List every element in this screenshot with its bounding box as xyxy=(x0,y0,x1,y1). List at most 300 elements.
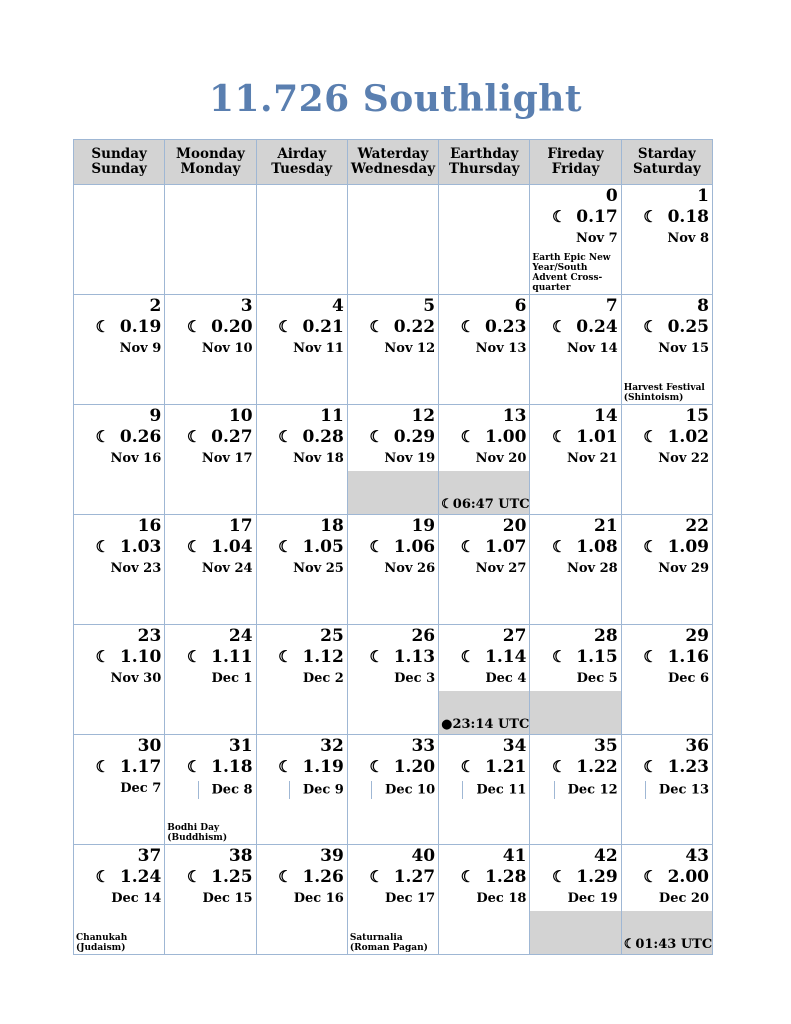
crescent-moon-icon: ☾ xyxy=(186,867,202,886)
holiday-label: Bodhi Day (Buddhism) xyxy=(167,823,228,843)
moon-age-value: 1.07 xyxy=(485,537,527,557)
gregorian-date-label: Nov 22 xyxy=(658,451,709,466)
moon-phase-time-value: 01:43 UTC xyxy=(635,937,713,952)
moon-age xyxy=(187,317,253,337)
gregorian-date-label: Dec 16 xyxy=(293,891,344,906)
crescent-moon-icon: ☾ xyxy=(643,207,658,226)
moon-phase-time xyxy=(624,937,713,952)
gregorian-date xyxy=(293,451,344,467)
day-cell xyxy=(165,845,256,955)
empty-day-cell xyxy=(439,185,530,295)
crescent-moon-icon: ☾ xyxy=(643,537,658,556)
moon-age xyxy=(369,867,435,887)
gregorian-date xyxy=(111,561,162,577)
moon-age xyxy=(552,867,618,887)
moon-age-value: 1.19 xyxy=(302,757,344,777)
moon-age-value: 0.19 xyxy=(119,317,162,337)
moon-age xyxy=(552,317,618,337)
empty-day-cell xyxy=(256,185,347,295)
day-cell xyxy=(74,625,165,735)
gregorian-date-label: Dec 14 xyxy=(111,891,162,906)
holiday-label: Chanukah (Judaism) xyxy=(76,933,128,953)
gregorian-date-label: Nov 21 xyxy=(566,451,618,466)
moon-age-value: 1.13 xyxy=(393,647,436,667)
gregorian-date-label: Nov 19 xyxy=(384,451,436,466)
day-cell xyxy=(347,625,438,735)
moon-age-value: 1.24 xyxy=(119,867,162,887)
crescent-moon-icon: ☾ xyxy=(278,537,293,556)
day-cell xyxy=(256,845,347,955)
divider xyxy=(198,781,199,799)
weekday-header: Airday Tuesday xyxy=(256,140,347,185)
day-number: 39 xyxy=(320,846,344,866)
crescent-moon-icon: ☾ xyxy=(95,317,110,336)
gregorian-date xyxy=(658,451,709,467)
moon-age-value: 0.29 xyxy=(393,427,436,447)
day-number: 5 xyxy=(423,296,436,316)
moon-age xyxy=(369,647,435,667)
gregorian-date xyxy=(289,781,344,799)
moon-age xyxy=(96,757,162,777)
crescent-moon-icon: ☾ xyxy=(551,867,567,886)
divider xyxy=(289,781,290,799)
gregorian-date xyxy=(202,341,253,357)
gregorian-date-label: Dec 3 xyxy=(394,671,436,686)
gregorian-date xyxy=(658,341,709,357)
week-row xyxy=(74,405,713,515)
gregorian-date-label: Dec 2 xyxy=(302,671,344,686)
gregorian-date xyxy=(293,341,344,357)
gregorian-date xyxy=(202,561,253,577)
week-row xyxy=(74,845,713,955)
crescent-moon-icon: ☾ xyxy=(278,647,293,666)
moon-age xyxy=(278,427,344,447)
gregorian-date-label: Dec 13 xyxy=(658,782,709,798)
week-row xyxy=(74,515,713,625)
day-cell xyxy=(621,515,712,625)
day-number: 26 xyxy=(411,626,436,646)
crescent-moon-icon: ☾ xyxy=(643,427,658,446)
gregorian-date-label: Dec 8 xyxy=(211,782,253,798)
divider xyxy=(645,781,646,799)
crescent-moon-icon: ☾ xyxy=(278,757,293,776)
gregorian-date xyxy=(111,891,161,907)
gregorian-date-label: Dec 15 xyxy=(202,891,253,906)
moon-age-value: 1.18 xyxy=(211,757,253,777)
gregorian-date xyxy=(212,671,253,687)
weekday-header: Moonday Monday xyxy=(165,140,256,185)
moon-age xyxy=(461,537,527,557)
moon-age-value: 1.10 xyxy=(119,647,162,667)
day-number: 10 xyxy=(228,406,253,426)
day-cell xyxy=(439,295,530,405)
moon-age-value: 1.11 xyxy=(211,647,253,667)
day-cell xyxy=(347,405,438,515)
crescent-moon-icon: ☾ xyxy=(551,427,567,446)
gregorian-date-label: Dec 9 xyxy=(302,782,344,798)
day-cell xyxy=(530,625,621,735)
crescent-moon-icon: ☾ xyxy=(551,757,567,776)
gregorian-date-label: Dec 4 xyxy=(485,671,527,686)
crescent-moon-icon: ☾ xyxy=(369,317,384,336)
gregorian-date-label: Nov 27 xyxy=(475,561,527,576)
day-number: 11 xyxy=(320,406,344,426)
gregorian-date xyxy=(476,341,527,357)
crescent-moon-icon: ☾ xyxy=(460,757,475,776)
moon-age xyxy=(552,427,618,447)
moon-age xyxy=(643,757,709,777)
gregorian-date xyxy=(293,561,344,577)
gregorian-date-label: Dec 10 xyxy=(385,782,436,798)
day-cell xyxy=(439,405,530,515)
crescent-moon-icon: ☾ xyxy=(460,427,475,446)
gregorian-date xyxy=(658,561,709,577)
moon-age-value: 0.20 xyxy=(211,317,253,337)
day-cell xyxy=(74,295,165,405)
gregorian-date xyxy=(198,781,253,799)
day-number: 43 xyxy=(685,846,709,866)
day-cell xyxy=(256,625,347,735)
moon-age xyxy=(461,427,527,447)
day-cell xyxy=(439,845,530,955)
moon-age-value: 0.21 xyxy=(302,317,344,337)
day-cell xyxy=(530,405,621,515)
weekday-header: Fireday Friday xyxy=(530,140,621,185)
gregorian-date-label: Dec 7 xyxy=(120,781,162,796)
day-cell xyxy=(256,405,347,515)
day-number: 37 xyxy=(137,846,162,866)
moon-age-value: 1.16 xyxy=(667,647,709,667)
day-cell xyxy=(621,845,712,955)
day-number: 20 xyxy=(502,516,527,536)
day-number: 6 xyxy=(514,296,527,316)
moon-age-value: 0.18 xyxy=(667,207,709,227)
moon-age xyxy=(643,647,709,667)
day-cell xyxy=(165,515,256,625)
crescent-moon-icon: ☾ xyxy=(278,317,293,336)
day-cell xyxy=(74,405,165,515)
crescent-moon-icon: ☾ xyxy=(551,317,567,336)
gregorian-date xyxy=(567,561,618,577)
day-cell xyxy=(530,735,621,845)
gregorian-date xyxy=(371,781,435,799)
crescent-moon-icon: ☾ xyxy=(186,317,202,336)
day-cell xyxy=(347,735,438,845)
moon-age xyxy=(278,317,344,337)
day-number: 29 xyxy=(685,626,709,646)
gregorian-date-label: Nov 26 xyxy=(384,561,436,576)
gregorian-date xyxy=(668,671,709,687)
moon-age xyxy=(552,757,618,777)
holiday-label: Earth Epic New Year/South Advent Cross-quarter xyxy=(532,253,611,293)
divider xyxy=(371,781,372,799)
crescent-moon-icon: ☾ xyxy=(278,867,293,886)
moon-phase-time xyxy=(441,717,529,732)
gregorian-date xyxy=(202,891,252,907)
crescent-moon-icon: ☾ xyxy=(551,647,567,666)
moon-age xyxy=(187,867,253,887)
moon-age-value: 1.22 xyxy=(576,757,618,777)
moon-age-value: 1.09 xyxy=(667,537,709,557)
day-number: 9 xyxy=(149,406,162,426)
day-number: 32 xyxy=(320,736,344,756)
moon-age-value: 1.29 xyxy=(576,867,618,887)
gregorian-date-label: Dec 6 xyxy=(667,671,709,686)
day-cell xyxy=(439,625,530,735)
day-number: 41 xyxy=(502,846,527,866)
gregorian-date-label: Nov 14 xyxy=(566,341,618,356)
day-number: 36 xyxy=(685,736,709,756)
day-number: 12 xyxy=(411,406,436,426)
gregorian-date-label: Nov 9 xyxy=(119,341,162,356)
gregorian-date xyxy=(384,341,435,357)
day-number: 17 xyxy=(228,516,253,536)
gregorian-date xyxy=(120,341,162,357)
moon-age xyxy=(96,537,162,557)
crescent-moon-icon: ☾ xyxy=(643,757,658,776)
gregorian-date xyxy=(554,781,618,799)
moon-age-value: 1.04 xyxy=(211,537,253,557)
holiday-label: Saturnalia (Roman Pagan) xyxy=(349,933,428,953)
crescent-moon-icon: ☾ xyxy=(460,647,475,666)
gregorian-date xyxy=(303,671,344,687)
moon-age-value: 1.02 xyxy=(667,427,709,447)
moon-age-value: 1.28 xyxy=(485,867,527,887)
day-cell xyxy=(621,405,712,515)
moon-age-value: 0.28 xyxy=(302,427,344,447)
moon-age xyxy=(552,207,618,227)
moon-age-value: 1.08 xyxy=(576,537,618,557)
gregorian-date-label: Nov 11 xyxy=(293,341,344,356)
moon-age xyxy=(96,427,162,447)
day-cell xyxy=(621,295,712,405)
day-cell xyxy=(621,625,712,735)
crescent-moon-icon: ☾ xyxy=(369,537,384,556)
moon-age xyxy=(461,647,527,667)
gregorian-date xyxy=(577,671,618,687)
crescent-moon-icon: ☾ xyxy=(278,427,293,446)
gregorian-date xyxy=(294,891,344,907)
day-cell xyxy=(165,625,256,735)
calendar-body xyxy=(74,185,713,955)
day-cell xyxy=(621,735,712,845)
gregorian-date xyxy=(120,781,161,797)
day-number: 7 xyxy=(605,296,618,316)
gregorian-date xyxy=(476,891,526,907)
moon-age xyxy=(187,757,253,777)
day-cell xyxy=(256,295,347,405)
crescent-moon-icon: ☾ xyxy=(369,427,384,446)
moon-age xyxy=(187,537,253,557)
day-cell xyxy=(347,845,438,955)
moon-age xyxy=(369,537,435,557)
moon-age xyxy=(278,867,344,887)
gregorian-date xyxy=(394,671,435,687)
day-number: 28 xyxy=(594,626,618,646)
gregorian-date-label: Nov 23 xyxy=(110,561,162,576)
moon-age xyxy=(278,757,344,777)
moon-age-value: 1.27 xyxy=(393,867,436,887)
day-cell xyxy=(165,405,256,515)
crescent-moon-icon: ☾ xyxy=(186,757,202,776)
day-number: 0 xyxy=(605,186,618,206)
gregorian-date xyxy=(485,671,526,687)
week-row xyxy=(74,185,713,295)
gregorian-date-label: Nov 25 xyxy=(293,561,344,576)
divider xyxy=(554,781,555,799)
holiday-label: Harvest Festival (Shintoism) xyxy=(623,383,705,403)
day-cell xyxy=(256,515,347,625)
moon-age-value: 0.17 xyxy=(576,207,618,227)
gregorian-date-label: Nov 16 xyxy=(110,451,162,466)
week-row xyxy=(74,625,713,735)
day-number: 21 xyxy=(594,516,618,536)
crescent-moon-icon: ☾ xyxy=(369,757,384,776)
gregorian-date-label: Nov 15 xyxy=(658,341,709,356)
gregorian-date-label: Dec 18 xyxy=(476,891,527,906)
day-number: 23 xyxy=(137,626,162,646)
moon-age xyxy=(187,647,253,667)
day-number: 19 xyxy=(411,516,436,536)
gregorian-date xyxy=(567,451,618,467)
gregorian-date xyxy=(476,451,527,467)
week-row xyxy=(74,295,713,405)
gregorian-date-label: Dec 11 xyxy=(476,782,527,798)
phase-shade xyxy=(530,691,620,734)
crescent-moon-icon: ☾ xyxy=(95,427,110,446)
gregorian-date-label: Dec 17 xyxy=(385,891,436,906)
moon-age xyxy=(369,317,435,337)
moon-age-value: 1.00 xyxy=(485,427,527,447)
week-row xyxy=(74,735,713,845)
moon-age-value: 0.22 xyxy=(393,317,436,337)
moon-age-value: 1.23 xyxy=(667,757,709,777)
day-number: 15 xyxy=(685,406,709,426)
day-number: 31 xyxy=(228,736,253,756)
gregorian-date xyxy=(476,561,527,577)
moon-age xyxy=(643,427,709,447)
moon-age xyxy=(461,757,527,777)
day-number: 25 xyxy=(320,626,344,646)
day-number: 24 xyxy=(228,626,253,646)
crescent-moon-icon: ☾ xyxy=(95,867,110,886)
first-quarter-moon-icon: ☾ xyxy=(623,937,636,952)
first-quarter-moon-icon: ☾ xyxy=(441,497,453,512)
crescent-moon-icon: ☾ xyxy=(186,647,202,666)
crescent-moon-icon: ☾ xyxy=(460,867,475,886)
day-cell xyxy=(621,185,712,295)
calendar-grid xyxy=(73,139,713,955)
gregorian-date xyxy=(645,781,709,799)
day-cell xyxy=(74,515,165,625)
crescent-moon-icon: ☾ xyxy=(551,537,567,556)
day-cell xyxy=(347,295,438,405)
moon-age xyxy=(278,647,344,667)
moon-age-value: 1.01 xyxy=(576,427,618,447)
gregorian-date-label: Nov 30 xyxy=(110,671,162,686)
gregorian-date-label: Nov 13 xyxy=(475,341,527,356)
day-number: 16 xyxy=(137,516,162,536)
moon-age-value: 1.06 xyxy=(393,537,436,557)
moon-age-value: 1.20 xyxy=(393,757,436,777)
moon-age-value: 0.27 xyxy=(211,427,253,447)
moon-age-value: 1.26 xyxy=(302,867,344,887)
moon-age xyxy=(643,537,709,557)
day-cell xyxy=(439,735,530,845)
crescent-moon-icon: ☾ xyxy=(369,867,384,886)
day-number: 30 xyxy=(137,736,162,756)
moon-phase-time-value: 23:14 UTC xyxy=(452,717,530,732)
crescent-moon-icon: ☾ xyxy=(95,537,110,556)
gregorian-date-label: Nov 8 xyxy=(667,231,709,246)
gregorian-date xyxy=(384,451,435,467)
day-number: 42 xyxy=(594,846,618,866)
day-cell xyxy=(530,515,621,625)
moon-age xyxy=(461,867,527,887)
crescent-moon-icon: ☾ xyxy=(643,867,658,886)
crescent-moon-icon: ☾ xyxy=(643,647,658,666)
day-cell xyxy=(256,735,347,845)
moon-age xyxy=(461,317,527,337)
gregorian-date-label: Nov 20 xyxy=(475,451,527,466)
day-number: 14 xyxy=(594,406,618,426)
moon-age-value: 0.24 xyxy=(576,317,618,337)
empty-day-cell xyxy=(165,185,256,295)
gregorian-date xyxy=(567,341,618,357)
moon-age xyxy=(96,647,162,667)
moon-age-value: 1.03 xyxy=(119,537,162,557)
gregorian-date xyxy=(111,671,162,687)
crescent-moon-icon: ☾ xyxy=(186,537,202,556)
moon-age-value: 0.25 xyxy=(667,317,709,337)
gregorian-date xyxy=(462,781,526,799)
gregorian-date-label: Nov 10 xyxy=(201,341,253,356)
day-number: 18 xyxy=(320,516,344,536)
new-moon-icon: ● xyxy=(441,717,453,732)
moon-age xyxy=(369,757,435,777)
weekday-header: Waterday Wednesday xyxy=(347,140,438,185)
crescent-moon-icon: ☾ xyxy=(551,207,567,226)
gregorian-date-label: Dec 1 xyxy=(211,671,253,686)
day-cell xyxy=(165,295,256,405)
weekday-header: Sunday Sunday xyxy=(74,140,165,185)
crescent-moon-icon: ☾ xyxy=(460,537,475,556)
crescent-moon-icon: ☾ xyxy=(643,317,658,336)
gregorian-date-label: Nov 12 xyxy=(384,341,436,356)
moon-age-value: 0.26 xyxy=(119,427,162,447)
gregorian-date-label: Nov 29 xyxy=(658,561,709,576)
day-number: 33 xyxy=(411,736,436,756)
gregorian-date-label: Nov 24 xyxy=(201,561,253,576)
moon-age xyxy=(643,317,709,337)
gregorian-date-label: Nov 17 xyxy=(201,451,253,466)
day-cell xyxy=(347,515,438,625)
gregorian-date-label: Dec 12 xyxy=(567,782,618,798)
moon-age xyxy=(96,867,162,887)
divider xyxy=(462,781,463,799)
moon-age-value: 1.17 xyxy=(119,757,162,777)
moon-age xyxy=(96,317,162,337)
phase-shade xyxy=(348,471,438,514)
phase-shade xyxy=(530,911,620,954)
moon-phase-time xyxy=(441,497,530,512)
gregorian-date xyxy=(385,891,435,907)
day-number: 27 xyxy=(502,626,527,646)
moon-age-value: 1.25 xyxy=(211,867,253,887)
day-cell xyxy=(530,295,621,405)
gregorian-date xyxy=(667,231,709,247)
day-number: 8 xyxy=(697,296,709,316)
